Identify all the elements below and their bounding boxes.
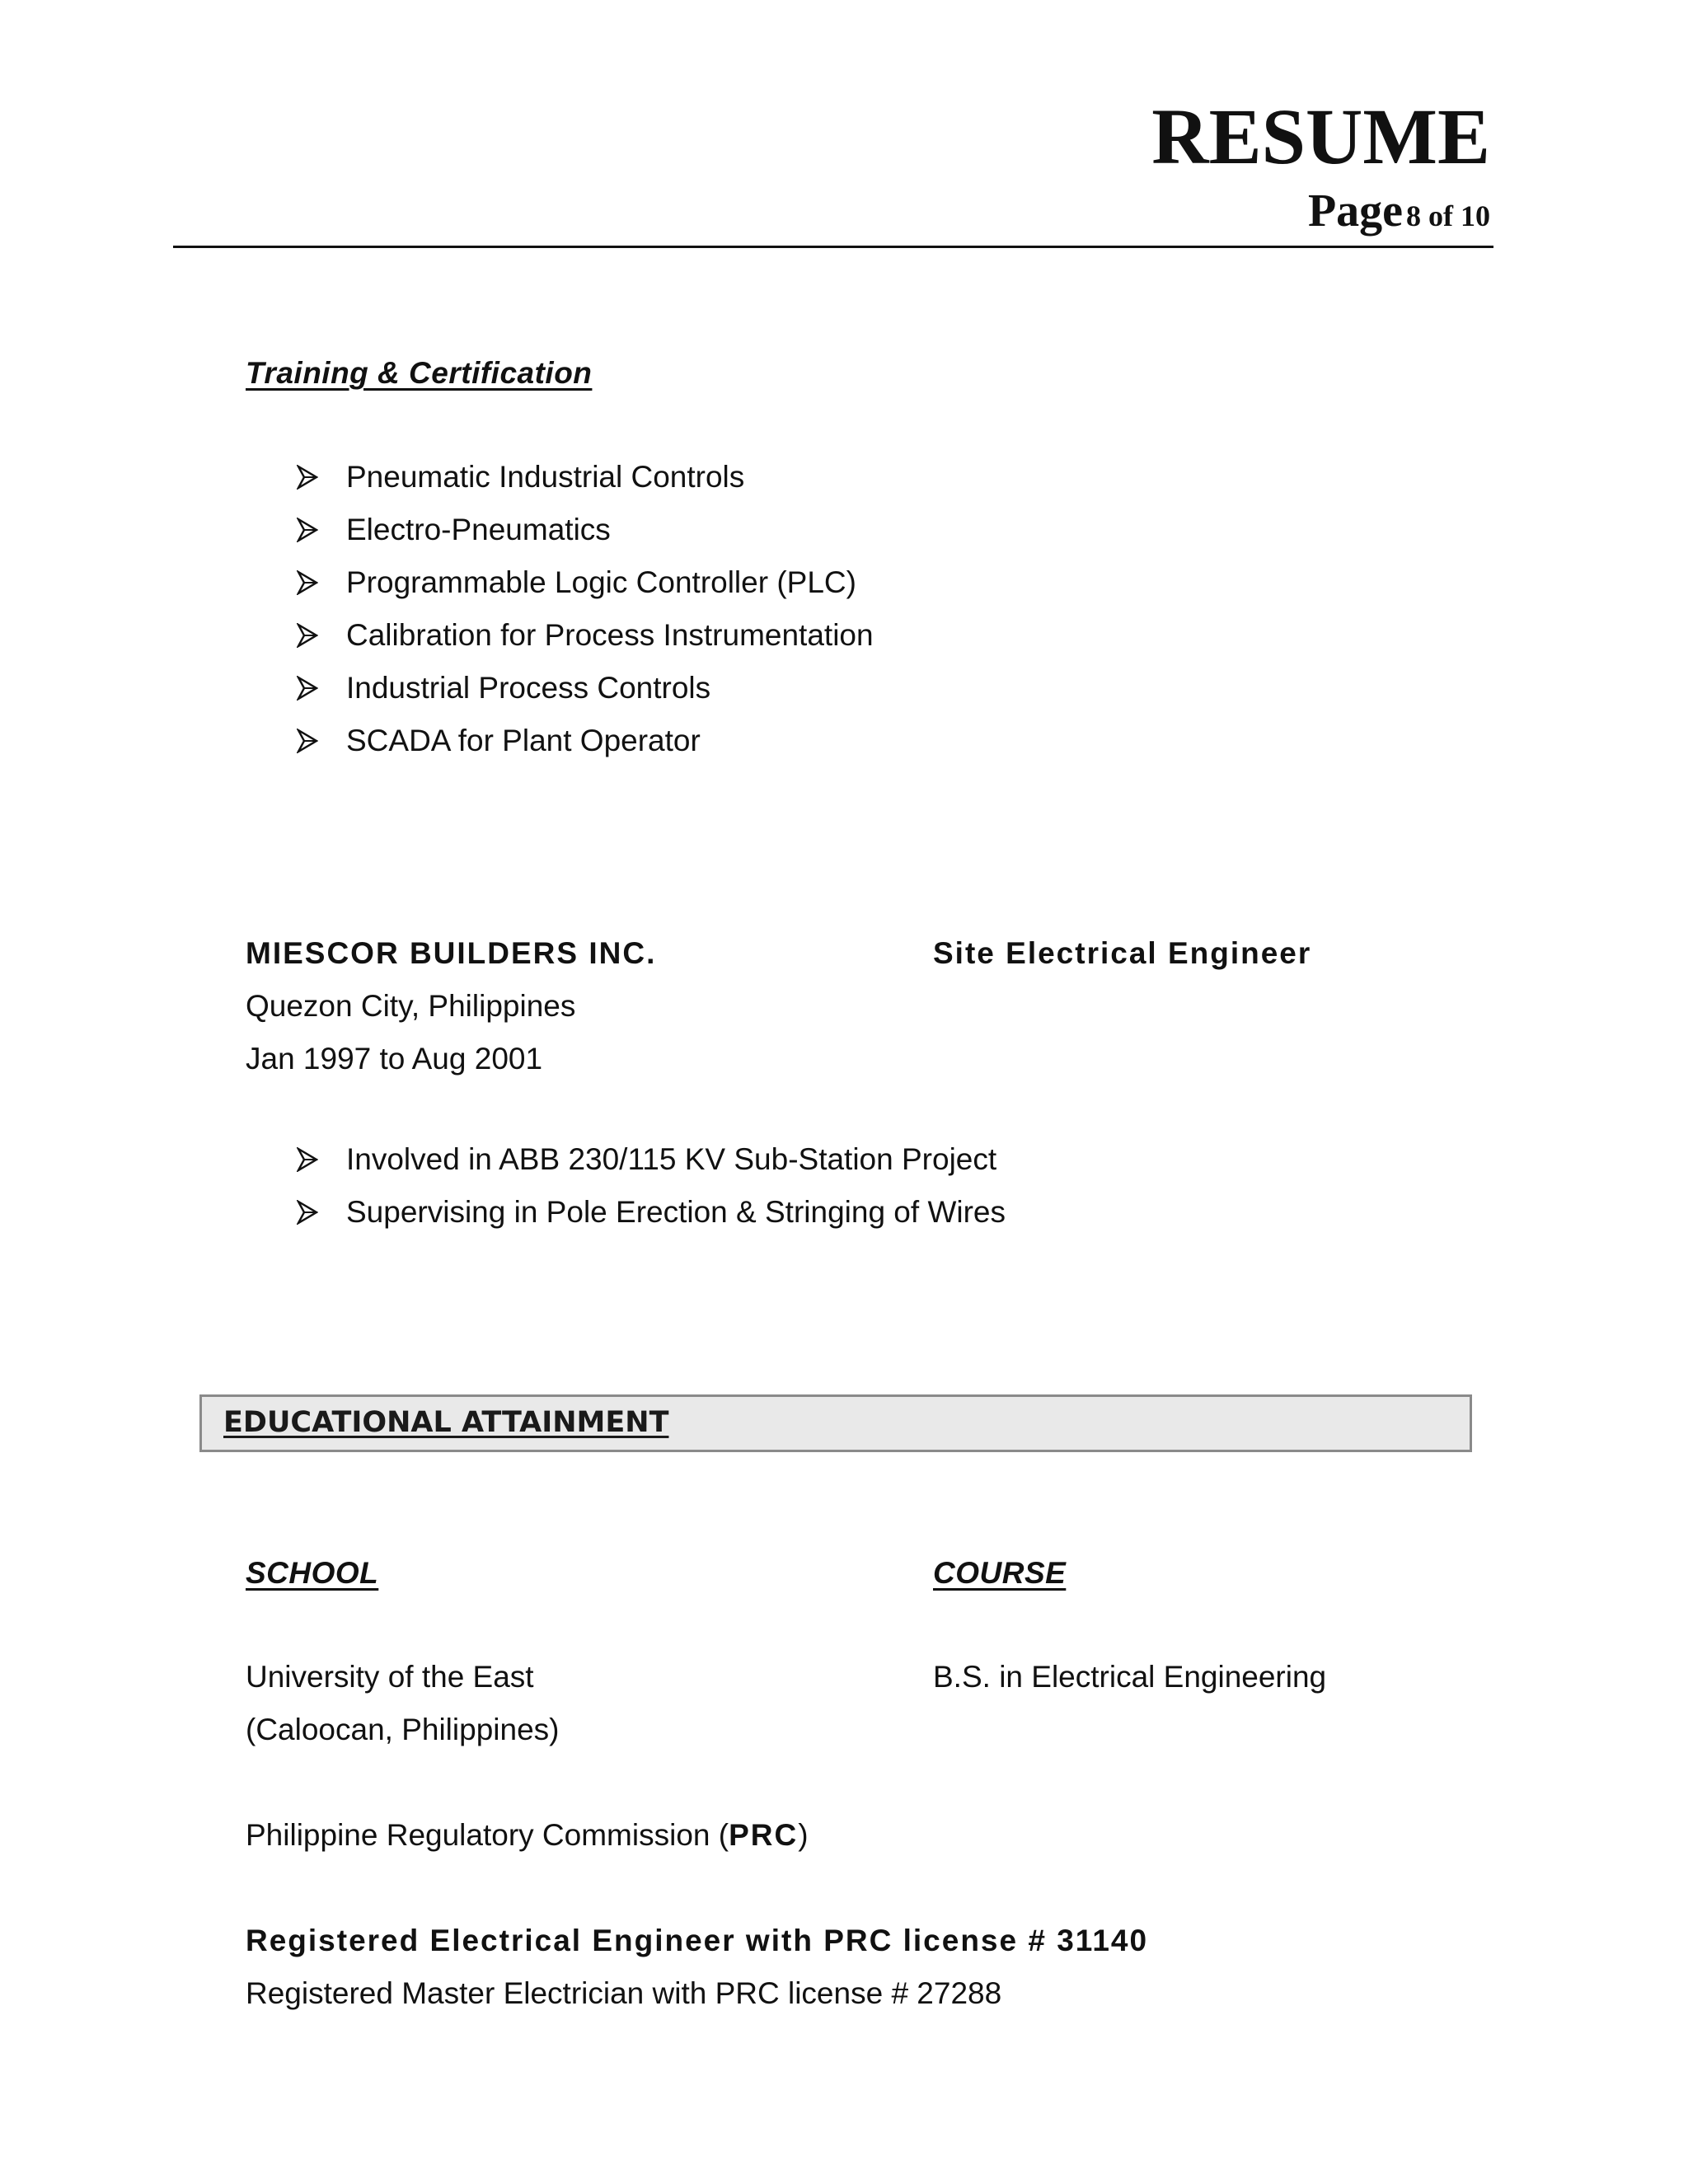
arrow-bullet-icon: [297, 1147, 318, 1172]
commission-suffix: ): [798, 1818, 809, 1852]
education-banner: [199, 1394, 1472, 1452]
training-list: [297, 462, 874, 778]
electrician-license: Registered Master Electrician with PRC license # 27288: [246, 1976, 1002, 2010]
commission-prefix: Philippine Regulatory Commission (: [246, 1818, 729, 1852]
arrow-bullet-icon: [297, 623, 318, 648]
page-word: Page: [1307, 185, 1403, 237]
training-item-label: Pneumatic Industrial Controls: [346, 460, 745, 494]
training-item-label: Electro-Pneumatics: [346, 513, 611, 546]
duty-item-label: Involved in ABB 230/115 KV Sub-Station Project: [346, 1142, 997, 1176]
arrow-bullet-icon: [297, 676, 318, 701]
list-item: [297, 462, 874, 514]
company-name: MIESCOR BUILDERS INC.: [246, 936, 657, 970]
arrow-bullet-icon: [297, 1200, 318, 1225]
list-item: [297, 567, 874, 620]
job-title: Site Electrical Engineer: [933, 936, 1312, 970]
list-item: [297, 620, 874, 673]
list-item: [297, 1144, 1006, 1197]
school-heading: SCHOOL: [246, 1556, 379, 1590]
arrow-bullet-icon: [297, 570, 318, 595]
list-item: [297, 1197, 1006, 1249]
resume-title: RESUME: [1151, 92, 1490, 180]
engineer-license: Registered Electrical Engineer with PRC license # 31140: [246, 1924, 1149, 1957]
education-banner-label: EDUCATIONAL ATTAINMENT: [223, 1406, 669, 1439]
course-name: B.S. in Electrical Engineering: [933, 1660, 1327, 1694]
training-heading: Training & Certification: [246, 356, 593, 390]
school-location: (Caloocan, Philippines): [246, 1713, 560, 1746]
training-item-label: SCADA for Plant Operator: [346, 724, 701, 757]
training-item-label: Industrial Process Controls: [346, 671, 711, 705]
arrow-bullet-icon: [297, 518, 318, 542]
list-item: [297, 725, 874, 778]
course-heading: COURSE: [933, 1556, 1067, 1590]
commission-line: [246, 1820, 809, 1850]
commission-abbr: PRC: [729, 1818, 799, 1852]
training-item-label: Programmable Logic Controller (PLC): [346, 565, 856, 599]
header-divider: [173, 246, 1493, 248]
duties-list: [297, 1144, 1006, 1249]
school-name: University of the East: [246, 1660, 534, 1694]
arrow-bullet-icon: [297, 465, 318, 490]
arrow-bullet-icon: [297, 729, 318, 753]
duty-item-label: Supervising in Pole Erection & Stringing of Wires: [346, 1195, 1006, 1229]
list-item: [297, 673, 874, 725]
list-item: [297, 514, 874, 567]
job-location: Quezon City, Philippines: [246, 989, 576, 1023]
job-dates: Jan 1997 to Aug 2001: [246, 1042, 543, 1076]
page-indicator: [1307, 185, 1490, 237]
page-number: 8 of 10: [1406, 199, 1490, 232]
training-item-label: Calibration for Process Instrumentation: [346, 618, 874, 652]
